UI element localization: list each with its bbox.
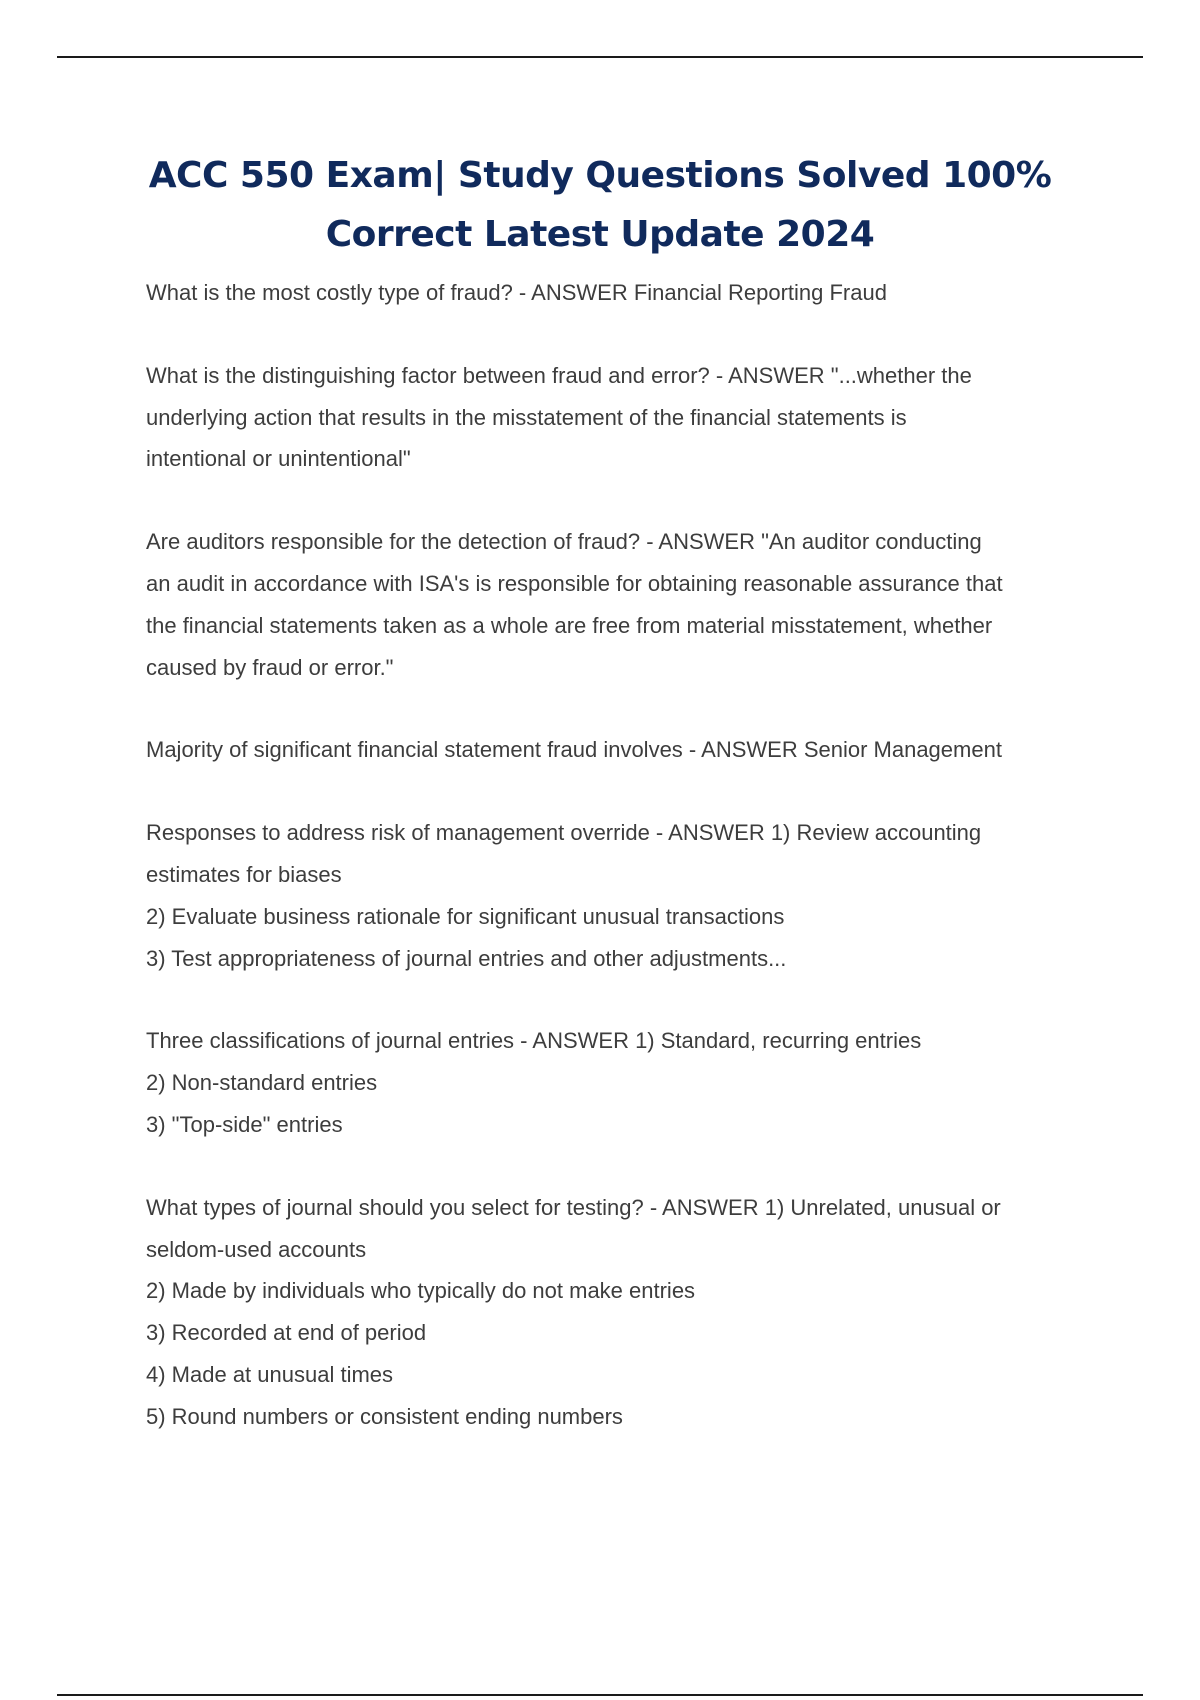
qa-item [146,1187,1096,1438]
qa-item [146,355,1096,480]
qa-line: What is the distinguishing factor between fraud and error? - ANSWER "...whether the [146,362,972,388]
qa-line: estimates for biases [146,861,342,887]
footer-rule [57,1694,1143,1696]
qa-line: Responses to address risk of management override - ANSWER 1) Review accounting [146,820,982,846]
qa-item [146,272,1096,314]
qa-item [146,812,1096,979]
qa-line: 4) Made at unusual times [146,1361,394,1387]
document-title [100,146,1100,264]
qa-line: seldom-used accounts [146,1236,367,1262]
qa-line: 3) "Top-side" entries [146,1111,343,1137]
qa-line: Majority of significant financial statement fraud involves - ANSWER Senior Management [146,737,1002,763]
qa-list [146,272,1096,1479]
qa-line: Are auditors responsible for the detection of fraud? - ANSWER "An auditor conducting [146,529,982,555]
title-line: ACC 550 Exam| Study Questions Solved 100% [148,155,1052,196]
qa-line: 2) Made by individuals who typically do not make entries [146,1278,696,1304]
qa-line: the financial statements taken as a whole are free from material misstatement, whether [146,612,993,638]
qa-item [146,729,1096,771]
qa-line: an audit in accordance with ISA's is responsible for obtaining reasonable assurance that [146,570,1003,596]
qa-line: intentional or unintentional" [146,446,411,472]
qa-line: 5) Round numbers or consistent ending numbers [146,1403,623,1429]
qa-item [146,1020,1096,1145]
qa-line: What is the most costly type of fraud? - ANSWER Financial Reporting Fraud [146,280,887,305]
qa-line: 2) Evaluate business rationale for significant unusual transactions [146,903,785,929]
qa-line: 3) Recorded at end of period [146,1320,427,1346]
qa-line: 2) Non-standard entries [146,1070,378,1096]
qa-line: Three classifications of journal entries - ANSWER 1) Standard, recurring entries [146,1028,922,1054]
qa-line: What types of journal should you select for testing? - ANSWER 1) Unrelated, unusual or [146,1194,1001,1220]
qa-item [146,521,1096,688]
qa-line: caused by fraud or error." [146,654,394,680]
qa-line: underlying action that results in the misstatement of the financial statements is [146,404,907,430]
qa-line: 3) Test appropriateness of journal entries and other adjustments... [146,945,787,971]
title-line: Correct Latest Update 2024 [325,214,875,255]
header-rule [57,56,1143,58]
